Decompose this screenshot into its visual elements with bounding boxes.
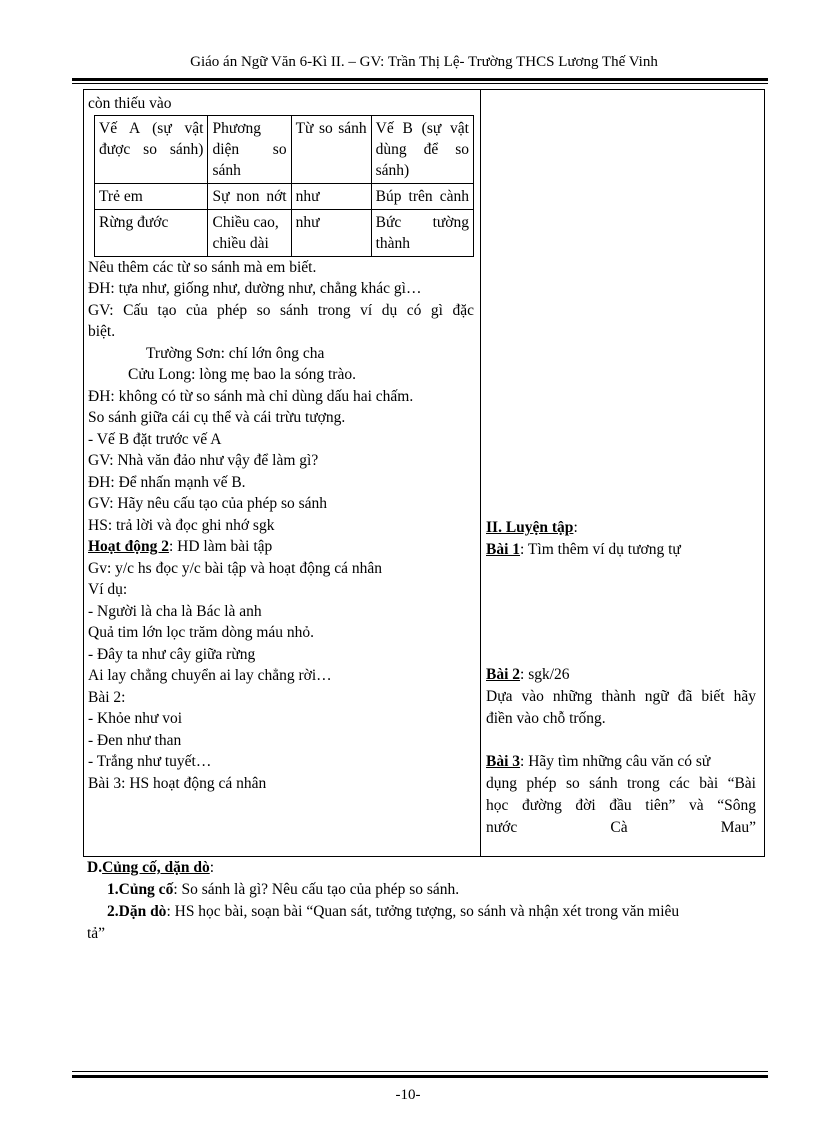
header-rule-thick [72, 78, 768, 81]
text-line: nước Cà Mau” [486, 819, 756, 836]
exercise-2-text: : sgk/26 [520, 666, 570, 683]
table-row [95, 115, 474, 183]
closing-title: Củng cố, dặn dò [102, 859, 210, 876]
exercise-2-label: Bài 2 [486, 666, 521, 683]
text-line: Quả tim lớn lọc trăm dòng máu nhỏ. [88, 624, 315, 641]
table-cell: Vế A (sự vật được so sánh) [95, 115, 208, 183]
activity-heading [88, 536, 474, 558]
practice-colon: : [573, 519, 578, 536]
review-label: 1.Củng cố [107, 881, 174, 898]
left-column [88, 93, 474, 794]
exercise-3-label: Bài 3 [486, 753, 521, 770]
closing-prefix: D. [87, 859, 103, 876]
homework-continuation: tả” [87, 925, 106, 942]
exercise-1-text: : Tìm thêm ví dụ tương tự [520, 541, 681, 558]
footer-rule-thick [72, 1075, 768, 1078]
text-line: điền vào chỗ trống. [486, 710, 606, 727]
column-divider [480, 90, 481, 856]
text-line: - Trắng như tuyết… [88, 753, 212, 770]
practice-title: II. Luyện tập [486, 519, 574, 536]
exercise-3-text: : Hãy tìm những câu văn có sử [520, 753, 711, 770]
review-text: : So sánh là gì? Nêu cấu tạo của phép so sánh. [173, 881, 460, 898]
footer-rule-thin [72, 1071, 768, 1072]
text-line: Gv: y/c hs đọc y/c bài tập và hoạt động cá nhân [88, 559, 382, 577]
text-line: ĐH: Để nhấn mạnh vế B. [88, 473, 246, 491]
table-cell: như [291, 209, 371, 256]
comparison-table [94, 115, 474, 257]
homework-line [87, 901, 757, 923]
text-line: học đường đời đầu tiên” và “Sông [486, 797, 756, 814]
text-line: - Vế B đặt trước vế A [88, 430, 222, 448]
page-number: -10- [395, 1087, 421, 1103]
exercise-3 [486, 751, 756, 772]
table-cell: Rừng đước [95, 209, 208, 256]
text-line: So sánh giữa cái cụ thể và cái trừu tượng. [88, 409, 346, 426]
table-row [95, 209, 474, 256]
exercise-2 [486, 664, 756, 685]
text-line: Nêu thêm các từ so sánh mà em biết. [88, 258, 317, 276]
text-line: - Đây ta như cây giữa rừng [88, 645, 256, 663]
table-cell: Sự non nớt [208, 183, 291, 209]
activity-rest: : HD làm bài tập [168, 538, 273, 555]
text-line: Dựa vào những thành ngữ đã biết hãy [486, 688, 756, 705]
text-line: GV: Hãy nêu cấu tạo của phép so sánh [88, 495, 328, 512]
text-line: ĐH: tựa như, giống như, dường như, chẳng khác gì… [88, 280, 422, 297]
text-line: Bài 2: [88, 688, 126, 706]
text-line: GV: Nhà văn đảo như vậy để làm gì? [88, 452, 319, 469]
practice-heading [486, 517, 756, 538]
table-cell: như [291, 183, 371, 209]
homework-label: 2.Dặn dò [107, 903, 167, 920]
text-line: Ví dụ: [88, 581, 128, 598]
text-line: ĐH: không có từ so sánh mà chỉ dùng dấu hai chấm. [88, 387, 414, 405]
text-line: dụng phép so sánh trong các bài “Bài [486, 775, 756, 792]
exercise-1 [486, 539, 756, 560]
header-rule-thin [72, 83, 768, 84]
table-cell: Trẻ em [95, 183, 208, 209]
exercise-1-label: Bài 1 [486, 541, 521, 558]
table-cell: Bức tường thành [371, 209, 473, 256]
page-header: Giáo án Ngữ Văn 6-Kì II. – GV: Trần Thị Lệ- Trường THCS Lương Thế Vinh [190, 54, 658, 70]
homework-text: : HS học bài, soạn bài “Quan sát, tưởng tượng, so sánh và nhận xét trong văn miêu [166, 903, 680, 920]
text-line: - Khỏe như voi [88, 710, 183, 727]
text-line: - Đen như than [88, 731, 182, 749]
table-cell: Búp trên cành [371, 183, 473, 209]
text-line: Bài 3: HS hoạt động cá nhân [88, 774, 267, 792]
table-cell: Phương diện so sánh [208, 115, 291, 183]
table-cell: Chiều cao, chiều dài [208, 209, 291, 256]
closing-colon: : [209, 859, 215, 876]
closing-heading [87, 857, 757, 879]
text-line: HS: trả lời và đọc ghi nhớ sgk [88, 516, 275, 534]
text-line: - Người là cha là Bác là anh [88, 602, 262, 620]
text-line: Ai lay chẳng chuyển ai lay chẳng rời… [88, 667, 332, 684]
review-line [87, 879, 757, 901]
closing-section [87, 857, 757, 945]
intro-line: còn thiếu vào [88, 95, 172, 112]
table-cell: Từ so sánh [291, 115, 371, 183]
poem-line: Trường Sơn: chí lớn ông cha [146, 344, 325, 362]
activity-title: Hoạt động 2 [88, 538, 169, 555]
poem-line: Cửu Long: lòng mẹ bao la sóng trào. [128, 366, 356, 383]
lesson-table [83, 89, 765, 857]
text-line: biệt. [88, 323, 116, 340]
table-row [95, 183, 474, 209]
table-cell: Vế B (sự vật dùng để so sánh) [371, 115, 473, 183]
text-line: GV: Cấu tạo của phép so sánh trong ví dụ có gì đặc [88, 301, 474, 319]
